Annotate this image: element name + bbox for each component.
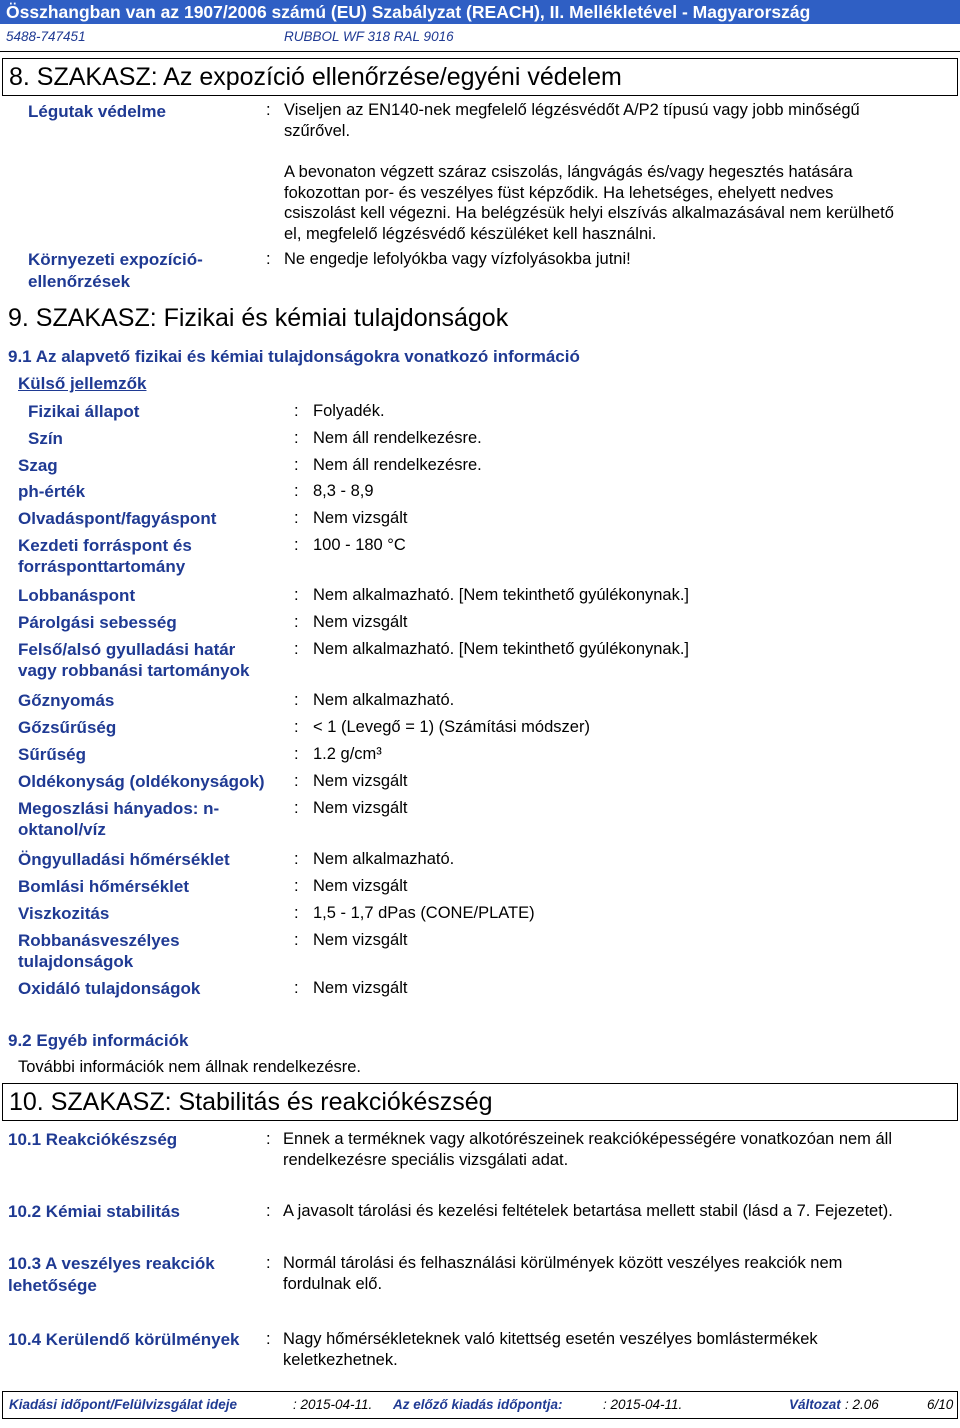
other-information-text: További információk nem állnak rendelkezésre. xyxy=(18,1058,362,1076)
section-8-header xyxy=(2,58,958,96)
property-value: Nem vizsgált xyxy=(313,799,408,817)
property-value: Nem alkalmazható. [Nem tekinthető gyúlékonynak.] xyxy=(313,640,690,658)
colon: : xyxy=(294,509,299,527)
property-label: vagy robbanási tartományok xyxy=(18,661,250,680)
property-value: Nem vizsgált xyxy=(313,931,408,949)
property-label: forrásponttartomány xyxy=(18,557,186,576)
property-value: 1,5 - 1,7 dPas (CONE/PLATE) xyxy=(313,904,535,922)
property-label: Viszkozitás xyxy=(18,904,110,923)
version-value: : 2.06 xyxy=(845,1397,879,1412)
colon: : xyxy=(294,640,299,658)
subsection-9-2-title: 9.2 Egyéb információk xyxy=(8,1031,189,1050)
previous-date-value: : 2015-04-11. xyxy=(603,1397,683,1412)
property-label: Szín xyxy=(28,429,63,448)
property-value: Nem áll rendelkezésre. xyxy=(313,456,482,474)
property-label: Robbanásveszélyes xyxy=(18,931,180,950)
property-value: Nem vizsgált xyxy=(313,979,408,997)
property-value: Nem alkalmazható. xyxy=(313,691,455,709)
environment-label: Környezeti expozíció- xyxy=(28,250,203,269)
property-label: Gőznyomás xyxy=(18,691,115,710)
conditions-to-avoid-value: Nagy hőmérsékleteknek való kitettség esetén veszélyes bomlástermékek xyxy=(283,1330,818,1348)
environment-label: ellenőrzések xyxy=(28,272,131,291)
colon: : xyxy=(294,718,299,736)
property-value: 8,3 - 8,9 xyxy=(313,482,374,500)
colon: : xyxy=(294,850,299,868)
previous-date-label: Az előző kiadás időpontja: xyxy=(393,1397,563,1412)
colon: : xyxy=(294,877,299,895)
appearance-heading: Külső jellemzők xyxy=(18,374,147,393)
colon: : xyxy=(294,931,299,949)
property-value: Nem alkalmazható. xyxy=(313,850,455,868)
conditions-to-avoid-value: keletkezhetnek. xyxy=(283,1351,398,1369)
colon: : xyxy=(266,1330,271,1348)
header-bar xyxy=(0,0,960,24)
product-code: 5488-747451 xyxy=(6,29,86,44)
colon: : xyxy=(294,536,299,554)
property-label: Fizikai állapot xyxy=(28,402,140,421)
header-ids xyxy=(0,24,960,52)
colon: : xyxy=(266,1254,271,1272)
colon: : xyxy=(294,613,299,631)
version-label: Változat xyxy=(789,1397,841,1412)
property-label: Lobbanáspont xyxy=(18,586,136,605)
colon: : xyxy=(294,402,299,420)
hazardous-reactions-value: fordulnak elő. xyxy=(283,1275,383,1293)
colon: : xyxy=(266,1130,271,1148)
property-value: Nem áll rendelkezésre. xyxy=(313,429,482,447)
reactivity-value: rendelkezésre speciális vizsgálati adat. xyxy=(283,1151,569,1169)
issue-date-label: Kiadási időpont/Felülvizsgálat ideje xyxy=(9,1397,238,1412)
section-8-title: 8. SZAKASZ: Az expozíció ellenőrzése/egyéni védelem xyxy=(9,63,622,91)
property-label: Oldékonyság (oldékonyságok) xyxy=(18,772,265,791)
conditions-to-avoid-label: 10.4 Kerülendő körülmények xyxy=(8,1330,240,1349)
respiratory-text-line: el, megfelelő légzésvédő készüléket kell használni. xyxy=(284,225,657,243)
reactivity-label: 10.1 Reakciókészség xyxy=(8,1130,178,1149)
subsection-9-1-title: 9.1 Az alapvető fizikai és kémiai tulajdonságokra vonatkozó információ xyxy=(8,347,580,366)
colon: : xyxy=(294,456,299,474)
property-label: Oxidáló tulajdonságok xyxy=(18,979,201,998)
colon: : xyxy=(294,904,299,922)
property-value: Nem vizsgált xyxy=(313,772,408,790)
property-label: Kezdeti forráspont és xyxy=(18,536,192,555)
section-10-header xyxy=(2,1083,958,1121)
colon: : xyxy=(294,979,299,997)
colon: : xyxy=(294,691,299,709)
property-value: Folyadék. xyxy=(313,402,385,420)
property-label: Öngyulladási hőmérséklet xyxy=(18,850,230,869)
page-number: 6/10 xyxy=(927,1397,954,1412)
document-title: Összhangban van az 1907/2006 számú (EU) Szabályzat (REACH), II. Mellékletével - Magyarország xyxy=(6,2,811,22)
respiratory-text-line: Viseljen az EN140-nek megfelelő légzésvédőt A/P2 típusú vagy jobb minőségű xyxy=(284,101,860,119)
property-value: Nem vizsgált xyxy=(313,613,408,631)
environment-value: Ne engedje lefolyókba vagy vízfolyásokba jutni! xyxy=(284,250,631,268)
chemical-stability-value: A javasolt tárolási és kezelési feltételek betartása mellett stabil (lásd a 7. Fejezetet). xyxy=(283,1202,893,1220)
property-label: Szag xyxy=(18,456,58,475)
hazardous-reactions-value: Normál tárolási és felhasználási körülmények között veszélyes reakciók nem xyxy=(283,1254,843,1272)
property-value: Nem vizsgált xyxy=(313,877,408,895)
property-label: Bomlási hőmérséklet xyxy=(18,877,190,896)
colon: : xyxy=(294,482,299,500)
property-value: < 1 (Levegő = 1) (Számítási módszer) xyxy=(313,718,590,736)
property-label: Olvadáspont/fagyáspont xyxy=(18,509,217,528)
property-label: Felső/alsó gyulladási határ xyxy=(18,640,236,659)
section-9-title: 9. SZAKASZ: Fizikai és kémiai tulajdonságok xyxy=(8,304,509,332)
colon: : xyxy=(294,772,299,790)
respiratory-text-line: fokozottan por- és veszélyes füst képződik. Ha lehetséges, ehelyett nedves xyxy=(284,184,834,202)
property-label: oktanol/víz xyxy=(18,820,106,839)
property-label: Sűrűség xyxy=(18,745,87,764)
colon: : xyxy=(294,745,299,763)
hazardous-reactions-label: lehetősége xyxy=(8,1276,97,1295)
property-label: Párolgási sebesség xyxy=(18,613,177,632)
footer xyxy=(2,1391,958,1419)
chemical-stability-label: 10.2 Kémiai stabilitás xyxy=(8,1202,180,1221)
respiratory-text-line: A bevonaton végzett száraz csiszolás, lángvágás és/vagy hegesztés hatására xyxy=(284,163,853,181)
property-label: Gőzsűrűség xyxy=(18,718,117,737)
issue-date-value: : 2015-04-11. xyxy=(293,1397,373,1412)
respiratory-label: Légutak védelme xyxy=(28,102,166,121)
property-label: tulajdonságok xyxy=(18,952,134,971)
hazardous-reactions-label: 10.3 A veszélyes reakciók xyxy=(8,1254,215,1273)
colon: : xyxy=(266,101,271,119)
reactivity-value: Ennek a terméknek vagy alkotórészeinek reakcióképességére vonatkozóan nem áll xyxy=(283,1130,893,1148)
property-label: Megoszlási hányados: n- xyxy=(18,799,220,818)
property-value: Nem vizsgált xyxy=(313,509,408,527)
colon: : xyxy=(266,1202,271,1220)
property-label: ph-érték xyxy=(18,482,86,501)
colon: : xyxy=(294,586,299,604)
respiratory-text-line: szűrővel. xyxy=(284,122,351,140)
colon: : xyxy=(294,799,299,817)
colon: : xyxy=(294,429,299,447)
property-value: Nem alkalmazható. [Nem tekinthető gyúlékonynak.] xyxy=(313,586,690,604)
property-value: 1.2 g/cm³ xyxy=(313,745,382,763)
property-value: 100 - 180 °C xyxy=(313,536,406,554)
product-name: RUBBOL WF 318 RAL 9016 xyxy=(284,29,454,44)
respiratory-text-line: csiszolást kell végezni. Ha belégzésük helyi elszívás alkalmazásával nem kerülhető xyxy=(284,204,894,222)
section-10-title: 10. SZAKASZ: Stabilitás és reakciókészség xyxy=(9,1088,493,1116)
colon: : xyxy=(266,250,271,268)
